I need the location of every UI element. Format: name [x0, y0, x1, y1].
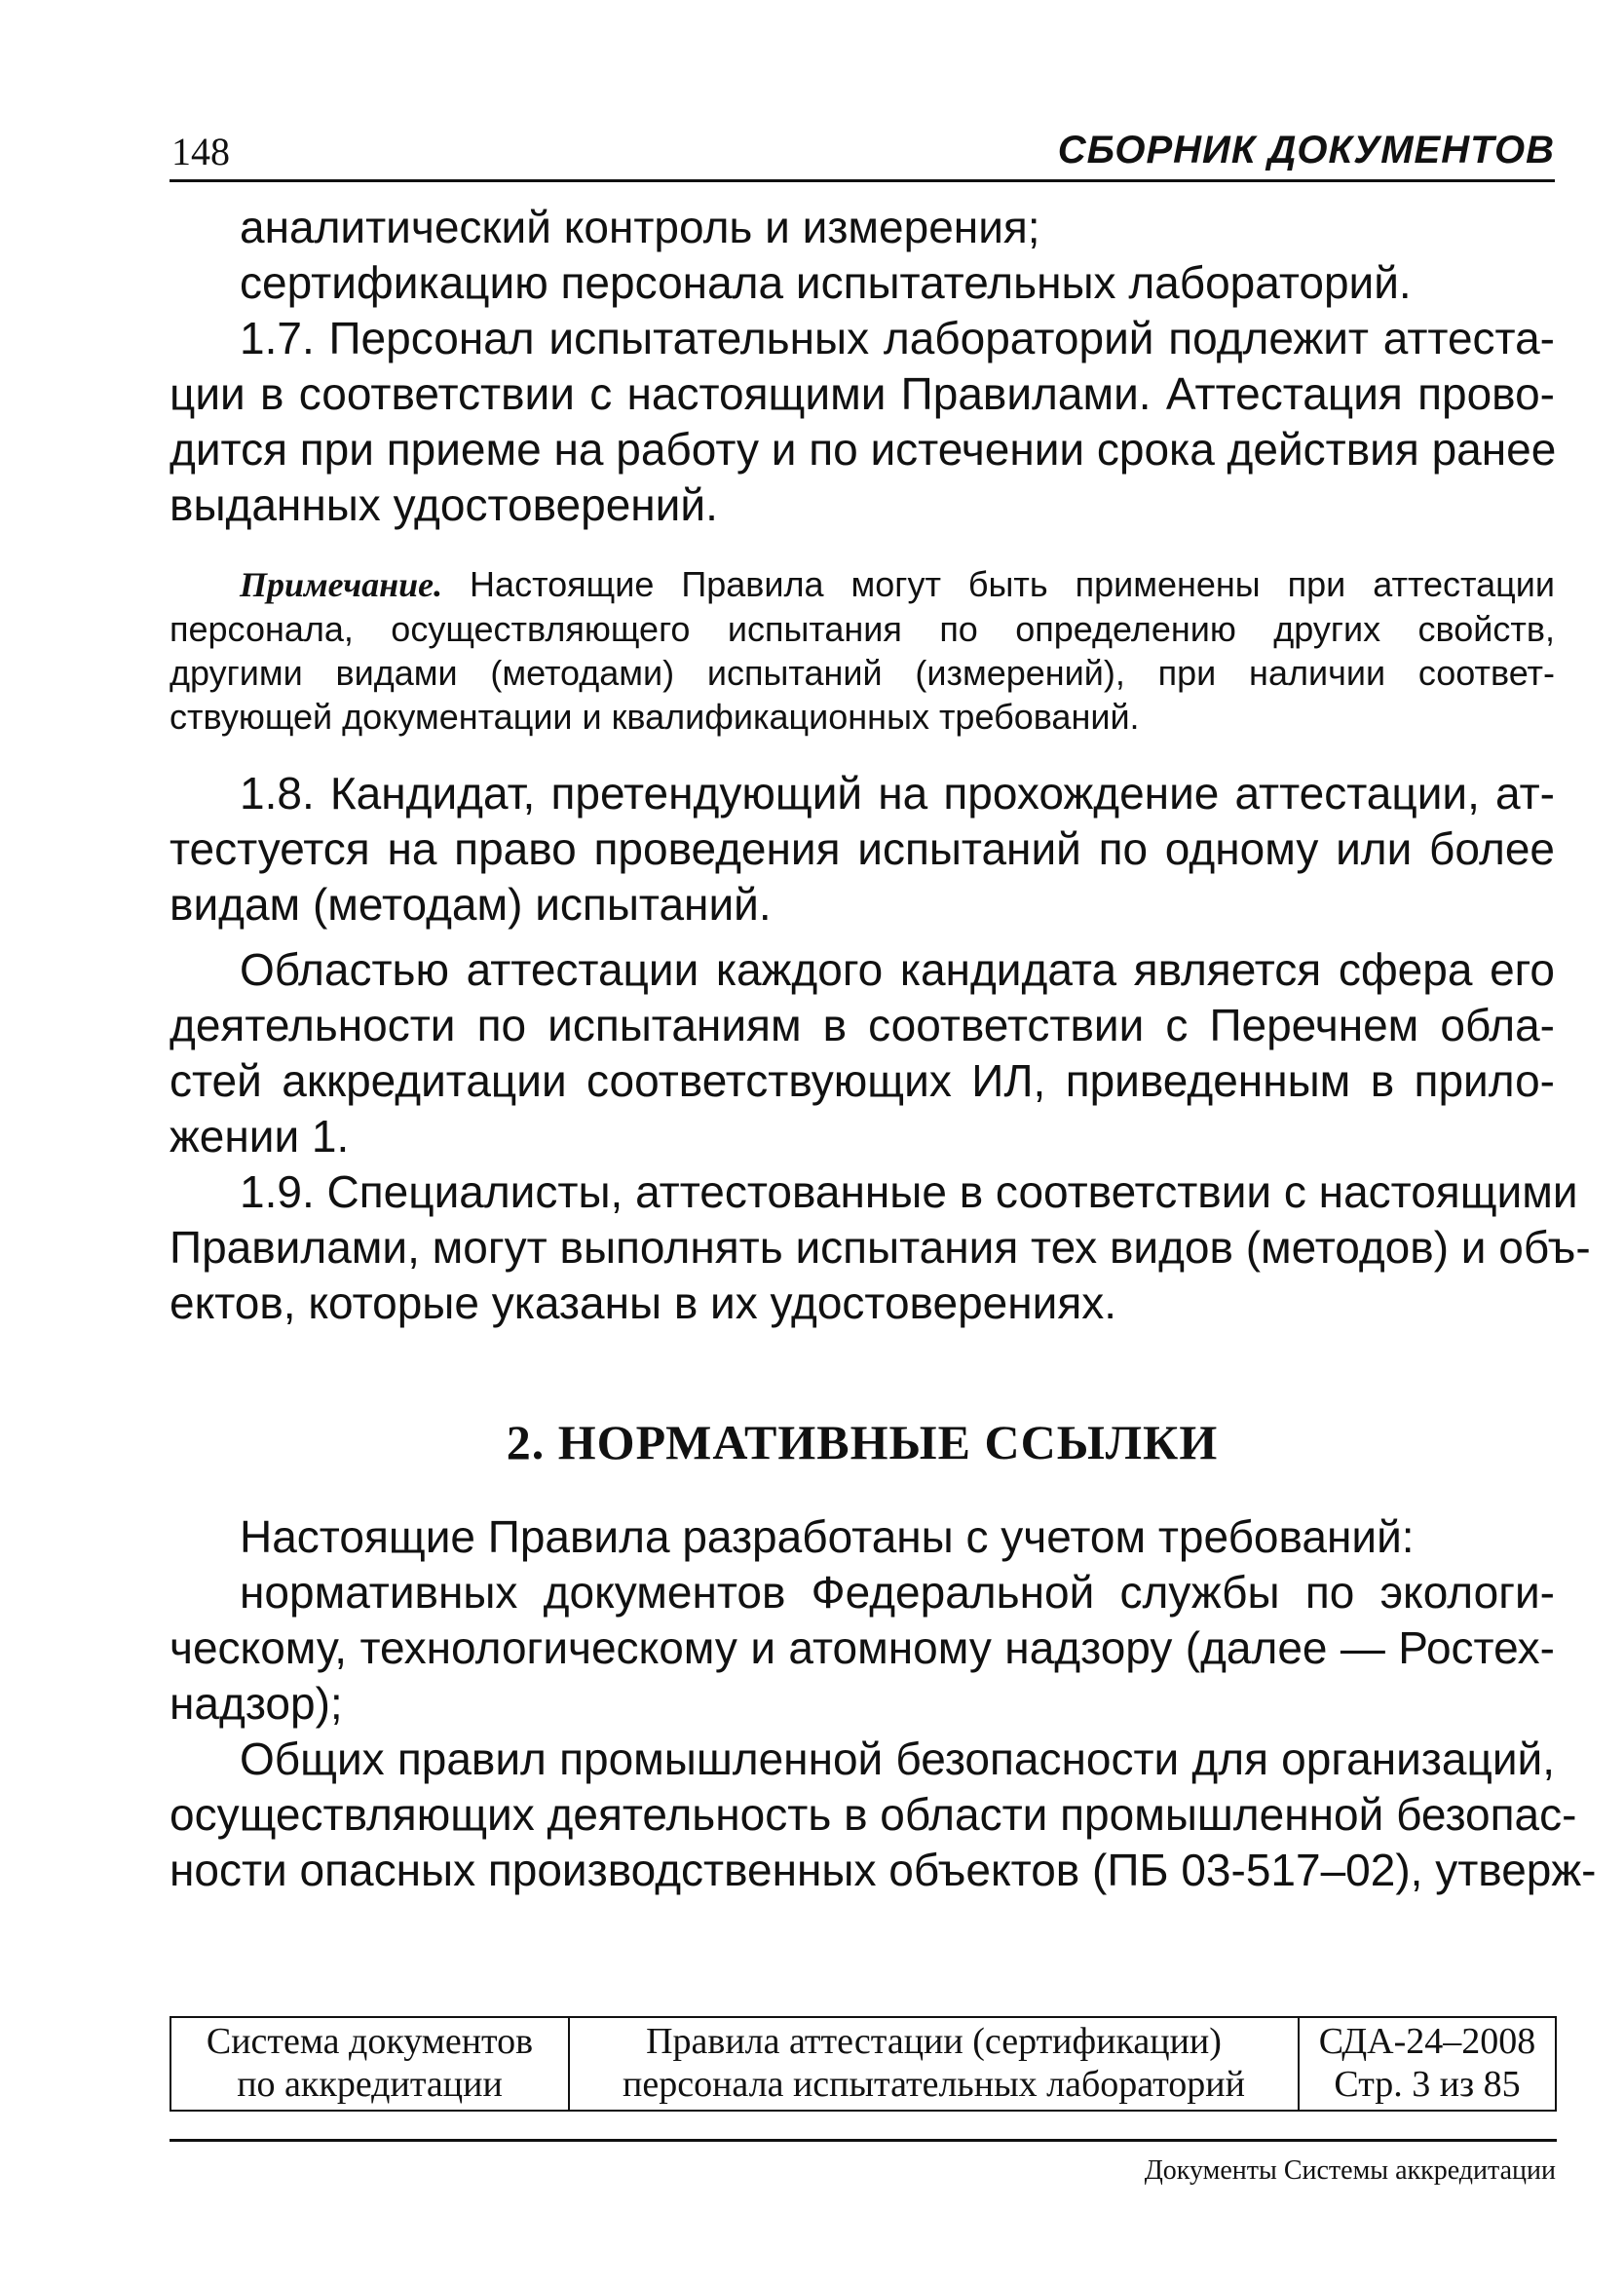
text-line: ческому, технологическому и атомному надзору (далее — Ростех-: [170, 1622, 1555, 1673]
text-line: ности опасных производственных объектов (ПБ 03-517–02), утверж-: [170, 1845, 1597, 1895]
note-line: ствующей документации и квалификационных требований.: [170, 697, 1140, 737]
footer-rule: [170, 2139, 1557, 2142]
title-cell: [569, 2017, 1299, 2111]
note-line: персонала, осуществляющего испытания по определению других свойств,: [170, 609, 1555, 649]
text-line: нормативных документов Федеральной службы по экологи-: [240, 1567, 1555, 1618]
footer-table: [170, 2016, 1557, 2112]
footer-caption: Документы Системы аккредитации: [1144, 2155, 1556, 2186]
text-line: выданных удостоверений.: [170, 479, 718, 530]
text-line: ции в соответствии с настоящими Правилами. Аттестация прово-: [170, 368, 1555, 419]
cell-text: СДА-24–2008: [1318, 2021, 1536, 2062]
text-line: ектов, которые указаны в их удостоверениях.: [170, 1277, 1117, 1328]
note-line: другими видами (методами) испытаний (измерений), при наличии соответ-: [170, 653, 1555, 693]
text-line: сертификацию персонала испытательных лабораторий.: [240, 257, 1412, 308]
text-line: деятельности по испытаниям в соответствии с Перечнем обла-: [170, 1000, 1555, 1050]
text-line: 1.8. Кандидат, претендующий на прохождение аттестации, ат-: [240, 768, 1555, 819]
running-title: СБОРНИК ДОКУМЕНТОВ: [1057, 129, 1555, 171]
text-line: Настоящие Правила разработаны с учетом требований:: [240, 1511, 1415, 1562]
text-line: надзор);: [170, 1678, 343, 1729]
code-cell: [1299, 2017, 1556, 2111]
page-number: 148: [171, 130, 230, 173]
note-block: [170, 562, 1555, 739]
cell-text: по аккредитации: [237, 2064, 503, 2105]
cell-text: Правила аттестации (сертификации): [646, 2021, 1222, 2062]
text-line: осуществляющих деятельность в области промышленной безопас-: [170, 1789, 1577, 1840]
text-line: Областью аттестации каждого кандидата является сфера его: [240, 944, 1555, 995]
text-line: дится при приеме на работу и по истечении срока действия ранее: [170, 424, 1557, 475]
body-text: [170, 200, 1597, 1898]
text-line: стей аккредитации соответствующих ИЛ, приведенным в прило-: [170, 1055, 1555, 1106]
page-header: [170, 127, 1555, 182]
note-first-line: [170, 562, 1555, 607]
table-row: [170, 2017, 1556, 2111]
text-line: видам (методам) испытаний.: [170, 879, 772, 930]
note-first-line-text: Настоящие Правила могут быть применены при аттестации: [442, 564, 1555, 604]
section-title: 2. НОРМАТИВНЫЕ ССЫЛКИ: [506, 1415, 1219, 1469]
cell-text: персонала испытательных лабораторий: [623, 2064, 1245, 2105]
note-label: Примечание.: [240, 565, 443, 604]
text-line: Правилами, могут выполнять испытания тех видов (методов) и объ-: [170, 1222, 1591, 1273]
text-line: аналитический контроль и измерения;: [240, 202, 1040, 252]
system-cell: [170, 2017, 569, 2111]
text-line: 1.9. Специалисты, аттестованные в соответствии с настоящими: [240, 1166, 1578, 1217]
cell-text: Стр. 3 из 85: [1334, 2064, 1521, 2105]
text-line: 1.7. Персонал испытательных лабораторий подлежит аттеста-: [240, 313, 1555, 363]
cell-text: Система документов: [206, 2021, 534, 2062]
text-line: Общих правил промышленной безопасности для организаций,: [240, 1734, 1555, 1784]
text-line: жении 1.: [170, 1111, 350, 1162]
text-line: тестуется на право проведения испытаний по одному или более: [170, 823, 1555, 874]
